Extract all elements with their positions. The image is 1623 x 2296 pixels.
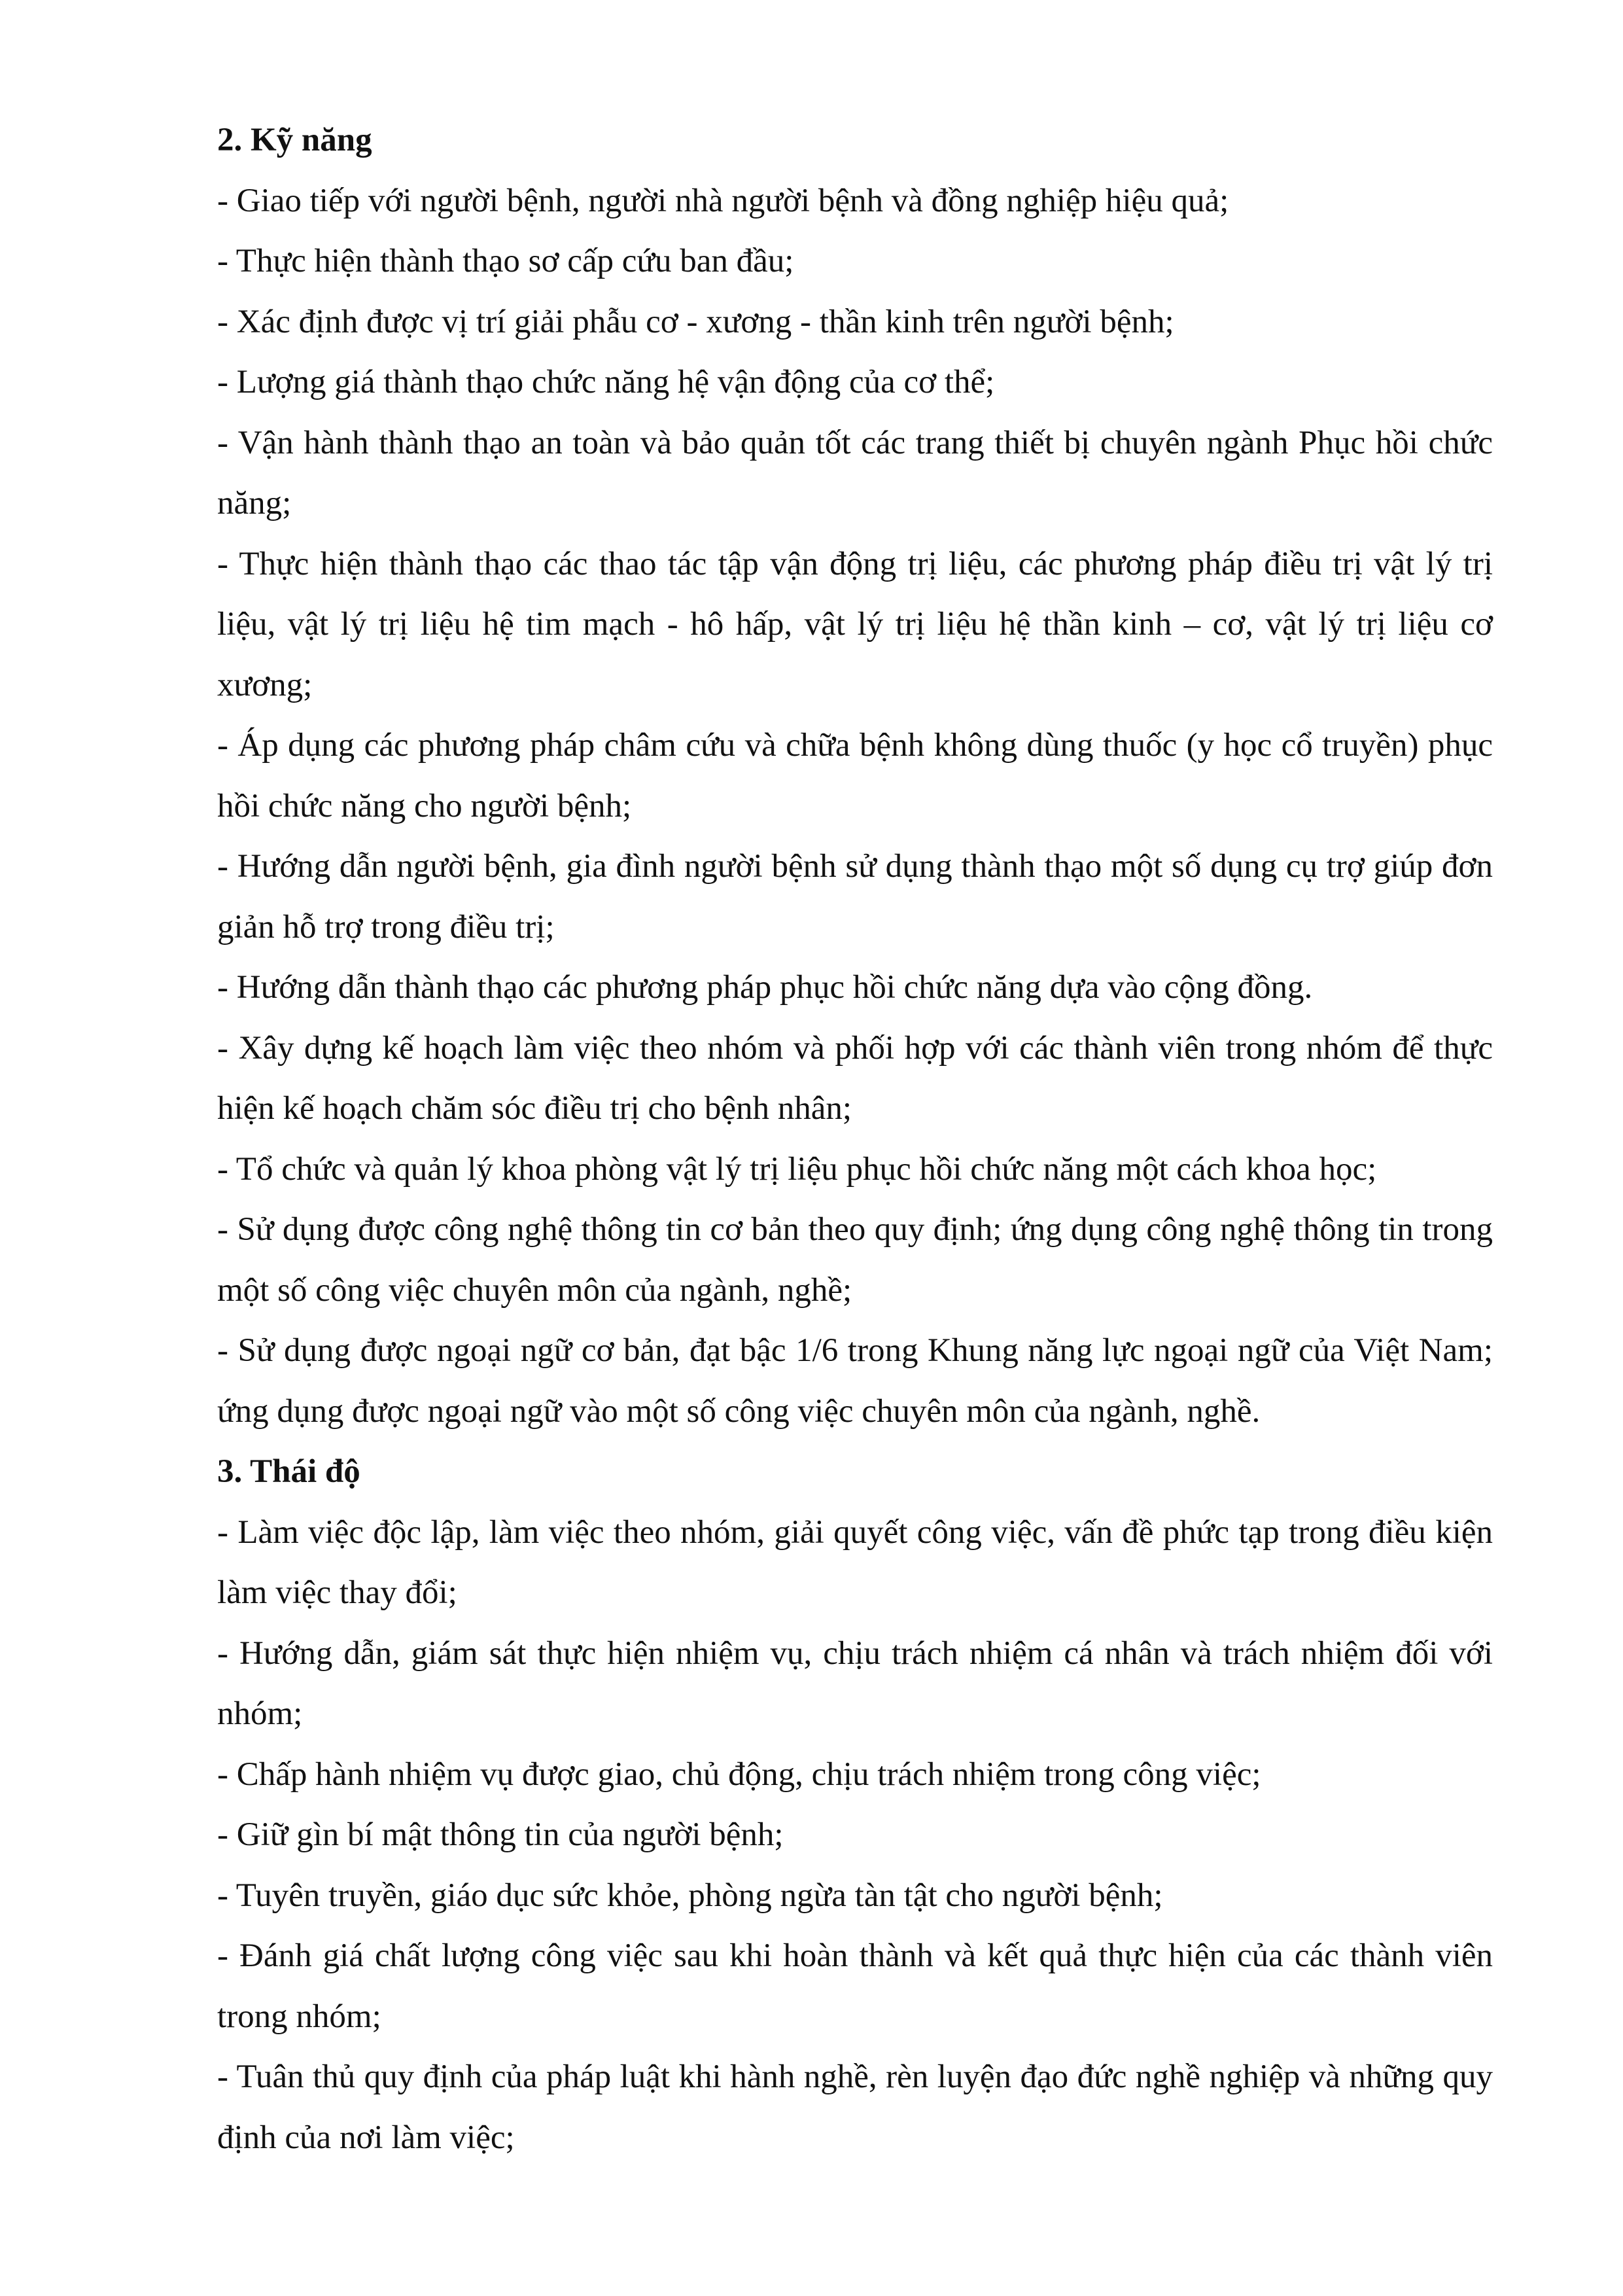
skill-item-5: - Vận hành thành thạo an toàn và bảo quản tốt các trang thiết bị chuyên ngành Phục hồi chức năng; [217,424,1493,521]
skill-item-6: - Thực hiện thành thạo các thao tác tập vận động trị liệu, các phương pháp điều trị vật lý trị liệu, vật lý trị liệu hệ tim mạch - hô hấp, vật lý trị liệu hệ thần kinh – cơ, vật lý trị liệu cơ xương; [217,545,1493,703]
skill-item-10: - Xây dựng kế hoạch làm việc theo nhóm và phối hợp với các thành viên trong nhóm để thực hiện kế hoạch chăm sóc điều trị cho bệnh nhân; [217,1029,1493,1127]
attitude-item-3: - Chấp hành nhiệm vụ được giao, chủ động, chịu trách nhiệm trong công việc; [217,1756,1261,1793]
skill-item-1: - Giao tiếp với người bệnh, người nhà người bệnh và đồng nghiệp hiệu quả; [217,182,1229,219]
skill-item-8: - Hướng dẫn người bệnh, gia đình người bệnh sử dụng thành thạo một số dụng cụ trợ giúp đơn giản hỗ trợ trong điều trị; [217,848,1493,945]
attitude-item-2: - Hướng dẫn, giám sát thực hiện nhiệm vụ, chịu trách nhiệm cá nhân và trách nhiệm đối với nhóm; [217,1634,1493,1732]
section-2-heading: 2. Kỹ năng [217,122,372,158]
skill-item-3: - Xác định được vị trí giải phẫu cơ - xương - thần kinh trên người bệnh; [217,303,1174,340]
attitude-item-1: - Làm việc độc lập, làm việc theo nhóm, giải quyết công việc, vấn đề phức tạp trong điều kiện làm việc thay đổi; [217,1513,1493,1611]
skill-item-4: - Lượng giá thành thạo chức năng hệ vận động của cơ thể; [217,364,995,400]
attitude-item-4: - Giữ gìn bí mật thông tin của người bệnh; [217,1816,784,1853]
attitude-item-7: - Tuân thủ quy định của pháp luật khi hành nghề, rèn luyện đạo đức nghề nghiệp và những quy định của nơi làm việc; [217,2058,1493,2156]
skill-item-7: - Áp dụng các phương pháp châm cứu và chữa bệnh không dùng thuốc (y học cổ truyền) phục hồi chức năng cho người bệnh; [217,727,1493,824]
skill-item-11: - Tổ chức và quản lý khoa phòng vật lý trị liệu phục hồi chức năng một cách khoa học; [217,1150,1377,1188]
document-page [217,110,1493,2168]
skill-item-12: - Sử dụng được công nghệ thông tin cơ bản theo quy định; ứng dụng công nghệ thông tin trong một số công việc chuyên môn của ngành, nghề; [217,1211,1493,1309]
section-3-heading: 3. Thái độ [217,1453,360,1490]
attitude-item-6: - Đánh giá chất lượng công việc sau khi hoàn thành và kết quả thực hiện của các thành viên trong nhóm; [217,1937,1493,2035]
skill-item-9: - Hướng dẫn thành thạo các phương pháp phục hồi chức năng dựa vào cộng đồng. [217,969,1313,1006]
skill-item-2: - Thực hiện thành thạo sơ cấp cứu ban đầu; [217,243,794,279]
attitude-item-5: - Tuyên truyền, giáo dục sức khỏe, phòng ngừa tàn tật cho người bệnh; [217,1877,1163,1914]
skill-item-13: - Sử dụng được ngoại ngữ cơ bản, đạt bậc 1/6 trong Khung năng lực ngoại ngữ của Việt Nam; ứng dụng được ngoại ngữ vào một số công việc chuyên môn của ngành, nghề. [217,1332,1493,1430]
